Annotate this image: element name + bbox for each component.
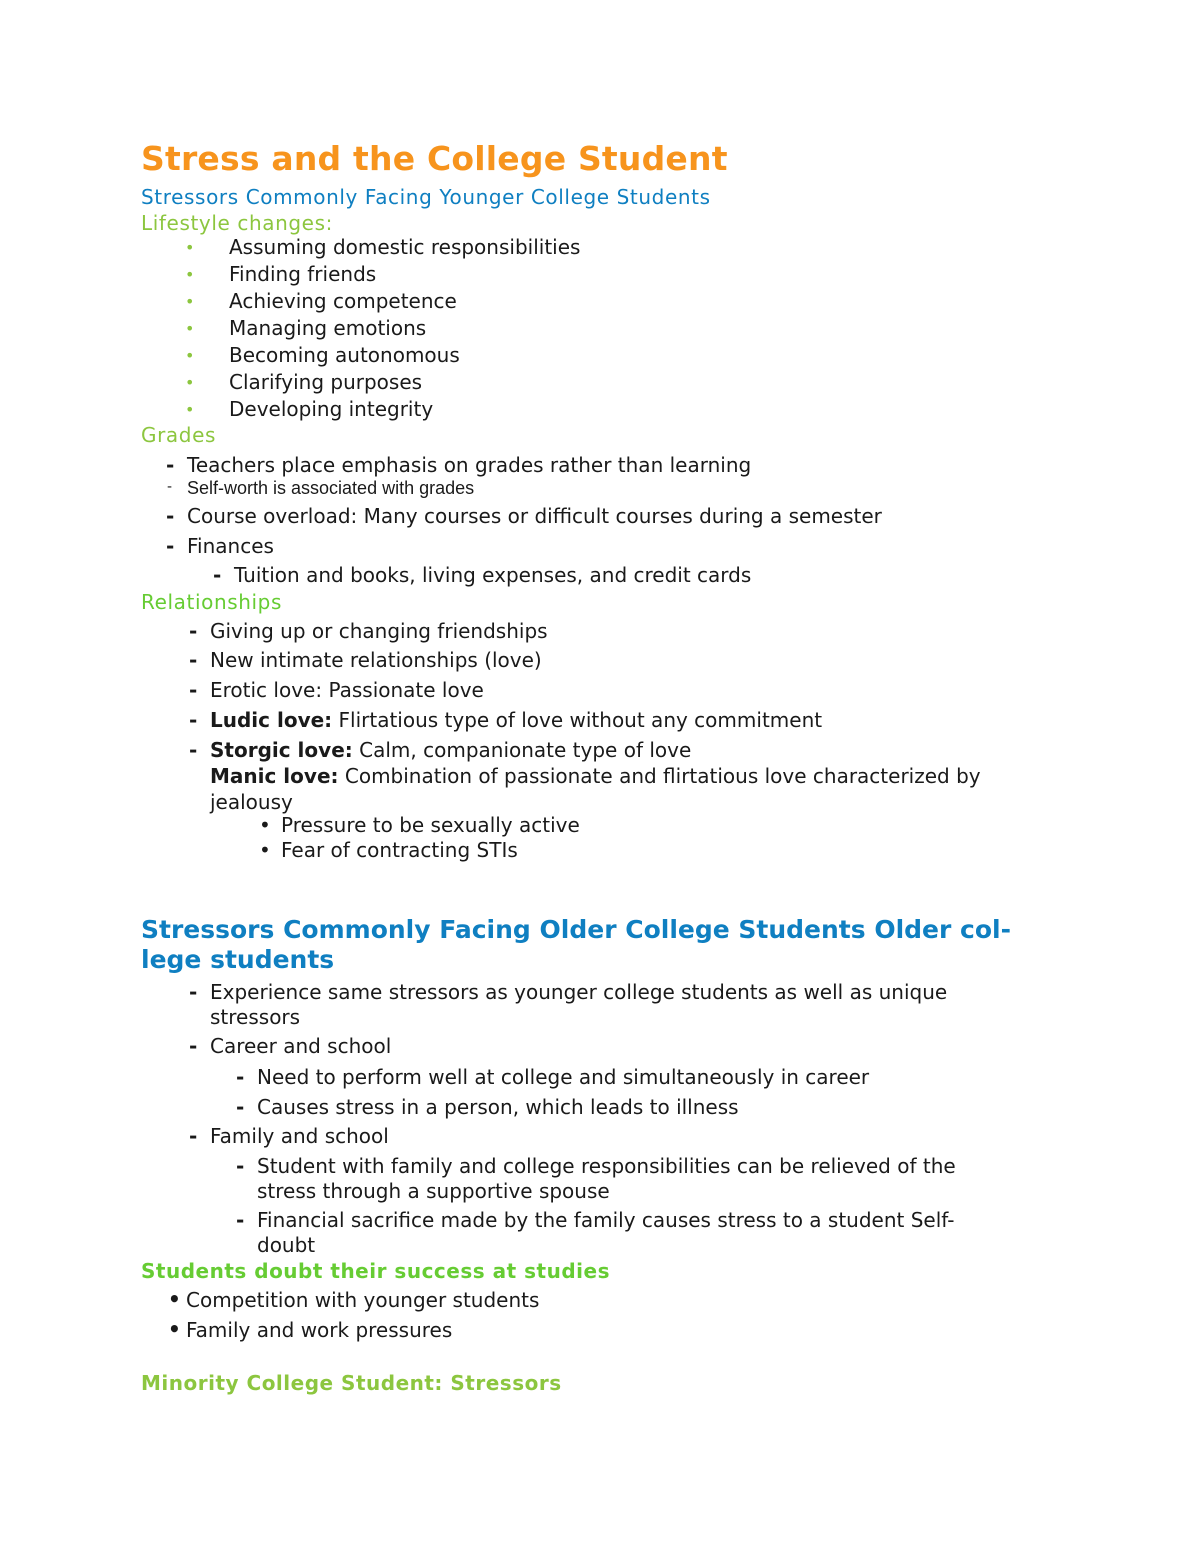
list-item: Course overload: Many courses or difficult courses during a semester <box>187 504 882 528</box>
list-item: Pressure to be sexually active <box>281 813 580 837</box>
subheading-grades: Grades <box>141 423 216 447</box>
subheading-lifestyle: Lifestyle changes: <box>141 211 333 235</box>
list-item: Clarifying purposes <box>229 370 423 394</box>
subheading-relationships: Relationships <box>141 590 282 614</box>
page-title: Stress and the College Student <box>141 139 728 178</box>
dash-marker: - <box>236 1065 245 1089</box>
subheading-doubt: Students doubt their success at studies <box>141 1259 610 1283</box>
dash-marker: - <box>189 980 198 1004</box>
dash-marker: - <box>189 1124 198 1148</box>
dash-marker: - <box>167 479 173 495</box>
dash-marker: - <box>166 453 175 477</box>
list-item: Experience same stressors as younger college students as well as unique <box>210 980 948 1004</box>
list-item: Becoming autonomous <box>229 343 460 367</box>
list-item: Competition with younger students <box>186 1288 540 1312</box>
dash-marker: - <box>189 708 198 732</box>
list-item-ludic <box>210 708 822 732</box>
list-item: Giving up or changing friendships <box>210 619 548 643</box>
dash-marker: - <box>189 738 198 762</box>
definition-ludic: Flirtatious type of love without any commitment <box>332 708 823 732</box>
definition-manic: Combination of passionate and flirtatious love characterized by <box>338 764 981 788</box>
bullet-icon: • <box>259 813 271 837</box>
list-item: Causes stress in a person, which leads to illness <box>257 1095 739 1119</box>
bullet-icon: • <box>168 1317 181 1341</box>
list-item-storgic <box>210 738 691 762</box>
list-item-continued: doubt <box>257 1233 316 1257</box>
list-item: Career and school <box>210 1034 392 1058</box>
dash-marker: - <box>236 1208 245 1232</box>
list-item-manic <box>210 764 981 788</box>
definition-manic-continued: jealousy <box>210 790 293 814</box>
bullet-icon: • <box>185 400 195 419</box>
dash-marker: - <box>166 504 175 528</box>
list-item: Student with family and college responsibilities can be relieved of the <box>257 1154 956 1178</box>
dash-marker: - <box>189 619 198 643</box>
list-item: Teachers place emphasis on grades rather than learning <box>187 453 752 477</box>
bullet-icon: • <box>185 319 195 338</box>
list-item: New intimate relationships (love) <box>210 648 542 672</box>
list-item: Family and work pressures <box>186 1318 453 1342</box>
dash-marker: - <box>236 1095 245 1119</box>
dash-marker: - <box>213 563 222 587</box>
bullet-icon: • <box>185 373 195 392</box>
section-heading-older: Stressors Commonly Facing Older College Students Older col- <box>141 915 1011 944</box>
bullet-icon: • <box>185 265 195 284</box>
section-heading-younger: Stressors Commonly Facing Younger College Students <box>141 185 711 209</box>
subheading-minority: Minority College Student: Stressors <box>141 1371 562 1395</box>
dash-marker: - <box>189 1034 198 1058</box>
list-item: Managing emotions <box>229 316 427 340</box>
list-item-continued: stress through a supportive spouse <box>257 1179 610 1203</box>
list-item: Need to perform well at college and simultaneously in career <box>257 1065 870 1089</box>
list-item: Finances <box>187 534 274 558</box>
bullet-icon: • <box>185 346 195 365</box>
list-item: Self-worth is associated with grades <box>187 478 475 498</box>
list-item: Tuition and books, living expenses, and credit cards <box>234 563 752 587</box>
dash-marker: - <box>236 1154 245 1178</box>
dash-marker: - <box>189 648 198 672</box>
section-heading-older-continued: lege students <box>141 945 335 974</box>
term-manic: Manic love: <box>210 764 339 788</box>
list-item: Assuming domestic responsibilities <box>229 235 581 259</box>
bullet-icon: • <box>185 238 195 257</box>
definition-storgic: Calm, companionate type of love <box>352 738 692 762</box>
dash-marker: - <box>189 678 198 702</box>
bullet-icon: • <box>259 838 271 862</box>
dash-marker: - <box>166 534 175 558</box>
list-item: Fear of contracting STIs <box>281 838 518 862</box>
list-item: Achieving competence <box>229 289 457 313</box>
list-item: Family and school <box>210 1124 389 1148</box>
term-ludic: Ludic love: <box>210 708 333 732</box>
term-storgic: Storgic love: <box>210 738 353 762</box>
list-item: Developing integrity <box>229 397 434 421</box>
list-item: Finding friends <box>229 262 377 286</box>
bullet-icon: • <box>168 1287 181 1311</box>
list-item: Erotic love: Passionate love <box>210 678 484 702</box>
bullet-icon: • <box>185 292 195 311</box>
list-item-continued: stressors <box>210 1005 301 1029</box>
list-item: Financial sacrifice made by the family causes stress to a student Self- <box>257 1208 955 1232</box>
